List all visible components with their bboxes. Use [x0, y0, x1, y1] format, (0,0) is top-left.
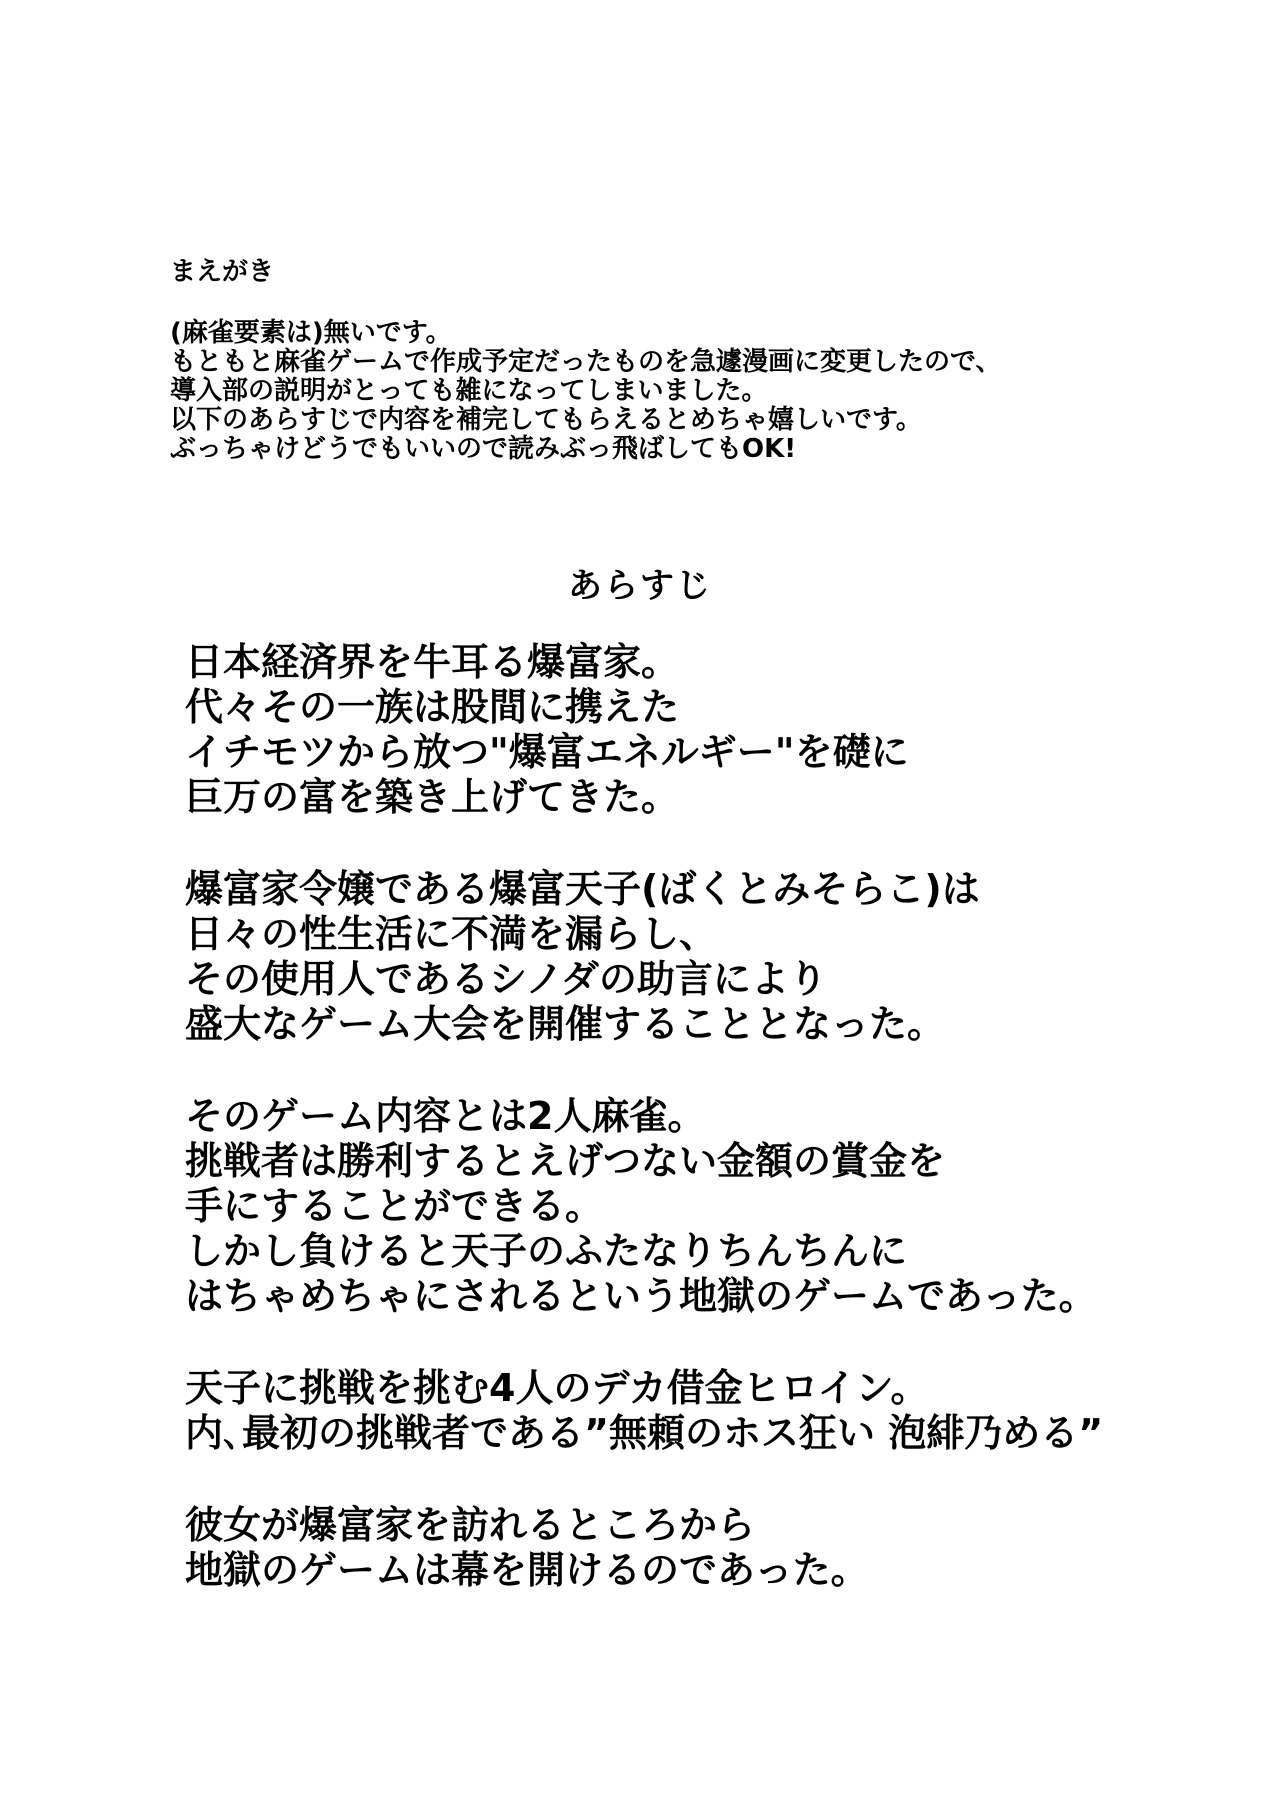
- synopsis-paragraph: [185, 1094, 1245, 1319]
- synopsis-body: [185, 640, 1245, 1640]
- preface-line: もともと麻雀ゲームで作成予定だったものを急遽漫画に変更したので、: [170, 347, 1002, 377]
- synopsis-line: 手にすることができる。: [185, 1184, 604, 1228]
- preface-line: ぶっちゃけどうでもいいので読みぶっ飛ばしてもOK!: [170, 434, 797, 464]
- synopsis-line: しかし負けると天子のふたなりちんちんに: [185, 1229, 908, 1273]
- synopsis-line: イチモツから放つ"爆富エネルギー"を礎に: [185, 730, 909, 774]
- preface-section: [170, 258, 1170, 464]
- synopsis-paragraph: [185, 1366, 1245, 1456]
- synopsis-line: 天子に挑戦を挑む4人のデカ借金ヒロイン。: [185, 1366, 929, 1410]
- synopsis-paragraph: [185, 1503, 1245, 1593]
- preface-line: 導入部の説明がとっても雑になってしまいました。: [170, 376, 768, 406]
- synopsis-line: そのゲーム内容とは2人麻雀。: [185, 1094, 706, 1138]
- synopsis-heading: あらすじ: [568, 566, 712, 606]
- preface-line: (麻雀要素は)無いです。: [170, 318, 452, 348]
- synopsis-paragraph: [185, 867, 1245, 1047]
- synopsis-line: はちゃめちゃにされるという地獄のゲームであった。: [185, 1274, 1097, 1318]
- synopsis-line: 爆富家令嬢である爆富天子(ばくとみそらこ)は: [185, 867, 980, 911]
- synopsis-line: 地獄のゲームは幕を開けるのであった。: [185, 1548, 869, 1592]
- synopsis-line: 日々の性生活に不満を漏らし、: [185, 912, 718, 956]
- synopsis-line: 巨万の富を築き上げてきた。: [185, 775, 680, 819]
- synopsis-line: 彼女が爆富家を訪れるところから: [185, 1503, 756, 1547]
- preface-title: まえがき: [170, 257, 275, 287]
- synopsis-line: 盛大なゲーム大会を開催することとなった。: [185, 1002, 946, 1046]
- synopsis-paragraph: [185, 640, 1245, 820]
- preface-line: 以下のあらすじで内容を補完してもらえるとめちゃ嬉しいです。: [170, 405, 922, 435]
- synopsis-line: 挑戦者は勝利するとえげつない金額の賞金を: [185, 1139, 946, 1183]
- synopsis-line: その使用人であるシノダの助言により: [185, 957, 827, 1001]
- synopsis-line: 代々その一族は股間に携えた: [185, 685, 680, 729]
- synopsis-line: 内､最初の挑戦者である”無頼のホス狂い 泡緋乃める”: [185, 1411, 1104, 1455]
- synopsis-line: 日本経済界を牛耳る爆富家。: [185, 640, 680, 684]
